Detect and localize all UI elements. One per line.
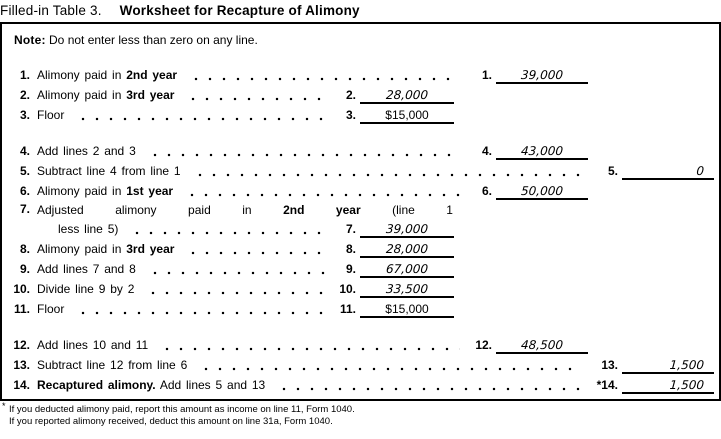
answer-line-number: 9. [345, 262, 356, 276]
worksheet-row-7-line1 [2, 200, 719, 218]
dot-leader [193, 160, 580, 180]
worksheet-row-9 [2, 258, 719, 278]
line-label: Recaptured alimony. Add lines 5 and 13 [37, 378, 266, 392]
entered-amount: 28,000 [385, 242, 429, 256]
dot-leader [277, 374, 580, 394]
answer-line-number: 5. [607, 164, 618, 178]
line-label: Alimony paid in 3rd year [37, 242, 175, 256]
answer-underline [496, 339, 588, 354]
entered-amount: 1,500 [669, 358, 705, 372]
line-label: Add lines 2 and 3 [37, 144, 136, 158]
worksheet-row-5 [2, 160, 719, 180]
answer-underline [360, 283, 454, 298]
footnote-line-1: If you deducted alimony paid, report this amount as income on line 11, Form 1040. [9, 404, 355, 415]
line-label: Add lines 10 and 11 [37, 338, 149, 352]
footnote-line-2: If you reported alimony received, deduct this amount on line 31a, Form 1040. [9, 415, 333, 427]
line-number: 3. [19, 108, 30, 122]
dot-leader [148, 140, 460, 160]
dot-leader [189, 64, 460, 84]
line-label: Floor [37, 108, 65, 122]
line-label: Alimony paid in 2nd year [37, 68, 178, 82]
answer-line-number: 6. [481, 184, 492, 198]
dot-leader [186, 84, 330, 104]
line-number [4, 236, 30, 238]
worksheet-row-4 [2, 140, 719, 160]
answer-slot [468, 68, 588, 84]
line-label: Divide line 9 by 2 [37, 282, 135, 296]
line-number: 7. [19, 202, 30, 216]
printed-amount: $15,000 [385, 302, 429, 316]
answer-slot [468, 184, 588, 200]
entered-amount: 1,500 [669, 378, 705, 392]
answer-line-number: 1. [481, 68, 492, 82]
entered-amount: 33,500 [385, 282, 429, 296]
answer-slot [588, 378, 714, 394]
entered-amount: 39,000 [520, 68, 564, 82]
answer-slot [338, 88, 454, 104]
dot-leader [160, 334, 460, 354]
worksheet-row-3 [2, 104, 719, 124]
dot-leader [199, 354, 580, 374]
answer-line-number: 13. [601, 358, 618, 372]
line-number: 1. [19, 68, 30, 82]
dot-leader [146, 278, 330, 298]
answer-slot [588, 358, 714, 374]
line-number: 9. [19, 262, 30, 276]
line-number: 8. [19, 242, 30, 256]
note-label: Note: [14, 33, 46, 47]
dot-leader [185, 180, 460, 200]
line-number: 4. [19, 144, 30, 158]
dot-leader [130, 218, 330, 238]
answer-underline [622, 379, 714, 394]
line-label-continuation: less line 5) [58, 222, 119, 236]
answer-underline [496, 69, 588, 84]
worksheet-row-1 [2, 64, 719, 84]
answer-line-number: 12. [475, 338, 492, 352]
worksheet-row-14 [2, 374, 719, 394]
dot-leader [76, 298, 330, 318]
line-label: Alimony paid in 1st year [37, 184, 174, 198]
entered-amount: 43,000 [520, 144, 564, 158]
answer-slot [468, 144, 588, 160]
line-number: 5. [19, 164, 30, 178]
asterisk-marker: * [2, 401, 6, 411]
printed-amount: $15,000 [385, 108, 429, 122]
line-label: Subtract line 12 from line 6 [37, 358, 188, 372]
worksheet-row-7-line2 [2, 218, 719, 238]
answer-slot [468, 338, 588, 354]
answer-underline [360, 109, 454, 124]
answer-line-number: 11. [339, 302, 356, 316]
answer-underline [360, 223, 454, 238]
table-title [0, 0, 721, 22]
dot-leader [148, 258, 330, 278]
entered-amount: 0 [695, 164, 705, 178]
entered-amount: 48,500 [520, 338, 564, 352]
dot-leader [186, 238, 330, 258]
worksheet-row-10 [2, 278, 719, 298]
worksheet-box [0, 22, 721, 401]
worksheet-row-8 [2, 238, 719, 258]
answer-underline [496, 185, 588, 200]
line-label: Add lines 7 and 8 [37, 262, 136, 276]
answer-underline [360, 89, 454, 104]
answer-line-number: 7. [345, 222, 356, 236]
answer-underline [496, 145, 588, 160]
line-label: Adjusted alimony paid in 2nd year (line 1 [37, 203, 453, 217]
line-number: 10. [13, 282, 30, 296]
note-body: Do not enter less than zero on any line. [49, 33, 258, 47]
dot-leader [76, 104, 330, 124]
answer-line-number: 8. [345, 242, 356, 256]
line-number: 6. [19, 184, 30, 198]
answer-underline [360, 263, 454, 278]
answer-line-number: 3. [345, 108, 356, 122]
table-title-prefix: Filled-in Table 3. [0, 3, 102, 18]
answer-slot [338, 108, 454, 124]
answer-underline [360, 243, 454, 258]
line-number: 11. [13, 302, 30, 316]
answer-line-number: 4. [481, 144, 492, 158]
line-number: 12. [13, 338, 30, 352]
answer-slot [338, 282, 454, 298]
worksheet-row-6 [2, 180, 719, 200]
table-title-main: Worksheet for Recapture of Alimony [119, 3, 360, 18]
answer-line-number: 2. [345, 88, 356, 102]
worksheet-row-2 [2, 84, 719, 104]
answer-line-number: 10. [339, 282, 356, 296]
worksheet-row-13 [2, 354, 719, 374]
answer-line-number: *14. [596, 378, 618, 392]
answer-slot [338, 262, 454, 278]
note-text [14, 33, 719, 47]
line-label: Floor [37, 302, 65, 316]
line-label: Alimony paid in 3rd year [37, 88, 175, 102]
worksheet-row-12 [2, 334, 719, 354]
line-number: 13. [13, 358, 30, 372]
answer-underline [622, 165, 714, 180]
worksheet-row-11 [2, 298, 719, 318]
line-number: 2. [19, 88, 30, 102]
answer-slot [338, 242, 454, 258]
entered-amount: 50,000 [520, 184, 564, 198]
footnote [0, 401, 721, 427]
entered-amount: 28,000 [385, 88, 429, 102]
answer-slot [588, 164, 714, 180]
line-label: Subtract line 4 from line 1 [37, 164, 181, 178]
entered-amount: 39,000 [385, 222, 429, 236]
answer-slot [338, 222, 454, 238]
line-number: 14. [13, 378, 30, 392]
entered-amount: 67,000 [385, 262, 429, 276]
answer-slot [338, 302, 454, 318]
answer-underline [360, 303, 454, 318]
answer-underline [622, 359, 714, 374]
